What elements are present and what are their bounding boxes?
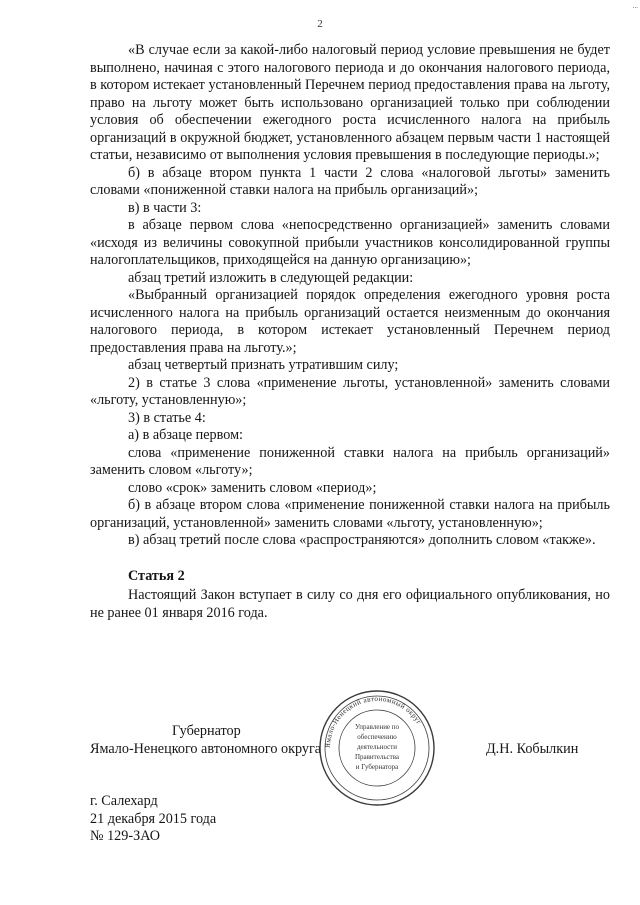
paragraph-10: а) в абзаце первом: [128, 427, 243, 443]
seal-line-1: Управление по [354, 723, 400, 731]
place-date-block [90, 793, 216, 846]
article-text: Настоящий Закон вступает в силу со дня его официального опубликования, но не ранее 01 января 2016 года. [90, 587, 610, 621]
law-number: № 129-ЗАО [90, 828, 160, 844]
governor-region: Ямало-Ненецкого автономного округа [90, 741, 322, 757]
paragraph-3: в) в части 3: [128, 199, 202, 216]
paragraph-12: слово «срок» заменить словом «период»; [128, 479, 377, 496]
paragraph-5: абзац третий изложить в следующей редакции: [128, 269, 414, 286]
seal-line-3: деятельности [356, 743, 398, 751]
seal-line-2: обеспечению [357, 733, 397, 741]
article-heading: Статья 2 [128, 567, 185, 584]
paragraph-4: в абзаце первом слова «непосредственно организацией» заменить словами «исходя из величины совокупной прибыли участников консолидированной группы налогоплательщиков, приходящейся на данную организацию»; [90, 217, 610, 268]
paragraph-6: «Выбранный организацией порядок определения ежегодного уровня роста исчисленного налога на прибыль организаций остается неизменным до окончания налогового периода, в котором истекает установленный Перечнем период предоставления права на льготу.»; [90, 287, 610, 356]
official-seal-stamp [317, 688, 437, 808]
corner-mark: ... [632, 2, 638, 10]
paragraph-11: слова «применение пониженной ставки налога на прибыль организаций» заменить словом «льготу»; [90, 444, 610, 478]
paragraph-14: в) абзац третий после слова «распространяются» дополнить словом «также». [128, 532, 596, 548]
governor-name: Д.Н. Кобылкин [486, 741, 579, 757]
city: г. Салехард [90, 793, 158, 809]
paragraph-1: «В случае если за какой-либо налоговый период условие превышения не будет выполнено, начиная с этого налогового периода и до окончания налогового периода, в котором истекает установленный Перечнем период предоставления права на льготу, право на льготу может быть использовано организацией только при соблюдении условия об обеспечении ежегодного роста исчисленного налога на прибыль организаций в окружной бюджет, установленного абзацем первым части 1 настоящей статьи, независимо от выполнения условия превышения в последующие периоды.»; [90, 42, 610, 163]
paragraph-7: абзац четвертый признать утратившим силу; [128, 357, 399, 373]
seal-line-4: Правительства [354, 753, 400, 761]
page-number: 2 [317, 18, 323, 30]
paragraph-13: б) в абзаце втором слова «применение пониженной ставки налога на прибыль организаций, установленной» заменить словами «льготу, установленную»; [90, 497, 610, 531]
paragraph-8: 2) в статье 3 слова «применение льготы, установленной» заменить словами «льготу, установленную»; [90, 374, 610, 408]
governor-title: Губернатор [172, 723, 241, 739]
seal-ring-text: Ямало-Ненецкий автономный округ [323, 694, 424, 749]
date: 21 декабря 2015 года [90, 810, 217, 827]
paragraph-9: 3) в статье 4: [128, 409, 206, 426]
paragraph-2: б) в абзаце втором пункта 1 части 2 слова «налоговой льготы» заменить словами «пониженной ставки налога на прибыль организаций»; [90, 164, 610, 198]
document-body [90, 42, 610, 622]
seal-line-5: и Губернатора [355, 763, 399, 771]
